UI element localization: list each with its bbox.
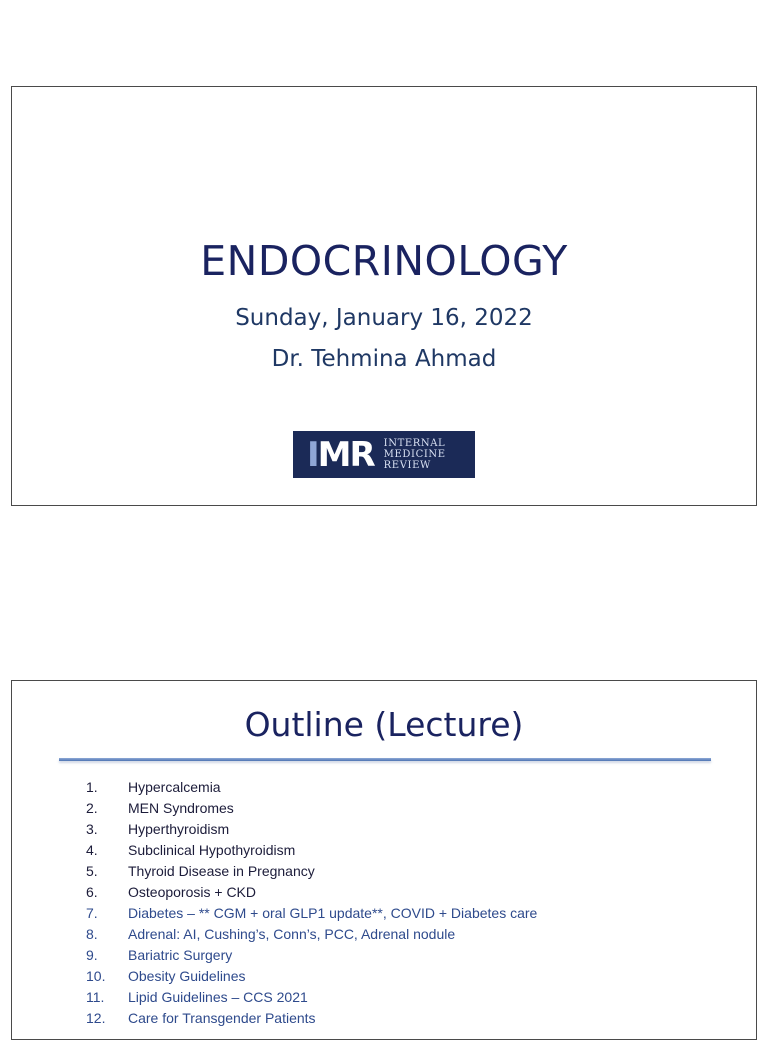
logo-line-medicine: MEDICINE	[383, 449, 446, 460]
slide-title: ENDOCRINOLOGY	[200, 237, 568, 285]
outline-item	[12, 798, 756, 819]
item-text: Hyperthyroidism	[128, 821, 230, 837]
item-number: 6.	[86, 884, 98, 900]
item-text: Thyroid Disease in Pregnancy	[128, 863, 315, 879]
logo-line-internal: INTERNAL	[383, 438, 446, 449]
item-number: 12.	[86, 1010, 106, 1026]
outline-item	[12, 861, 756, 882]
item-text: Osteoporosis + CKD	[128, 884, 256, 900]
lecture-date: Sunday, January 16, 2022	[235, 305, 533, 331]
logo-line-review: REVIEW	[383, 460, 431, 471]
item-text: Adrenal: AI, Cushing’s, Conn’s, PCC, Adrenal nodule	[128, 926, 456, 942]
outline-item	[12, 987, 756, 1008]
item-text: Care for Transgender Patients	[128, 1010, 316, 1026]
imr-logo	[293, 431, 475, 478]
outline-slide	[11, 680, 757, 1040]
item-number: 11.	[86, 989, 105, 1005]
item-text: Diabetes – ** CGM + oral GLP1 update**, COVID + Diabetes care	[128, 905, 538, 921]
item-number: 7.	[86, 905, 98, 921]
item-text: Lipid Guidelines – CCS 2021	[128, 989, 308, 1005]
outline-item	[12, 903, 756, 924]
outline-item	[12, 882, 756, 903]
item-text: Obesity Guidelines	[128, 968, 246, 984]
logo-mark-i: I	[307, 434, 318, 475]
item-number: 1.	[86, 779, 98, 795]
presenter-name: Dr. Tehmina Ahmad	[271, 346, 497, 372]
imr-logo-text	[384, 438, 446, 471]
item-number: 9.	[86, 947, 98, 963]
item-number: 5.	[86, 863, 98, 879]
item-text: MEN Syndromes	[128, 800, 234, 816]
outline-item	[12, 819, 756, 840]
title-divider	[59, 758, 711, 761]
item-text: Bariatric Surgery	[128, 947, 233, 963]
outline-title: Outline (Lecture)	[244, 705, 524, 744]
item-number: 10.	[86, 968, 106, 984]
logo-mark-mr: MR	[317, 434, 374, 475]
item-number: 8.	[86, 926, 98, 942]
item-text: Subclinical Hypothyroidism	[128, 842, 296, 858]
item-text: Hypercalcemia	[128, 779, 221, 795]
outline-item	[12, 1008, 756, 1029]
outline-item	[12, 966, 756, 987]
outline-list	[12, 777, 756, 1029]
item-number: 2.	[86, 800, 98, 816]
item-number: 4.	[86, 842, 98, 858]
title-slide	[11, 86, 757, 506]
imr-logo-mark	[307, 434, 374, 475]
outline-item	[12, 924, 756, 945]
outline-item	[12, 840, 756, 861]
outline-item	[12, 777, 756, 798]
item-number: 3.	[86, 821, 98, 837]
outline-item	[12, 945, 756, 966]
